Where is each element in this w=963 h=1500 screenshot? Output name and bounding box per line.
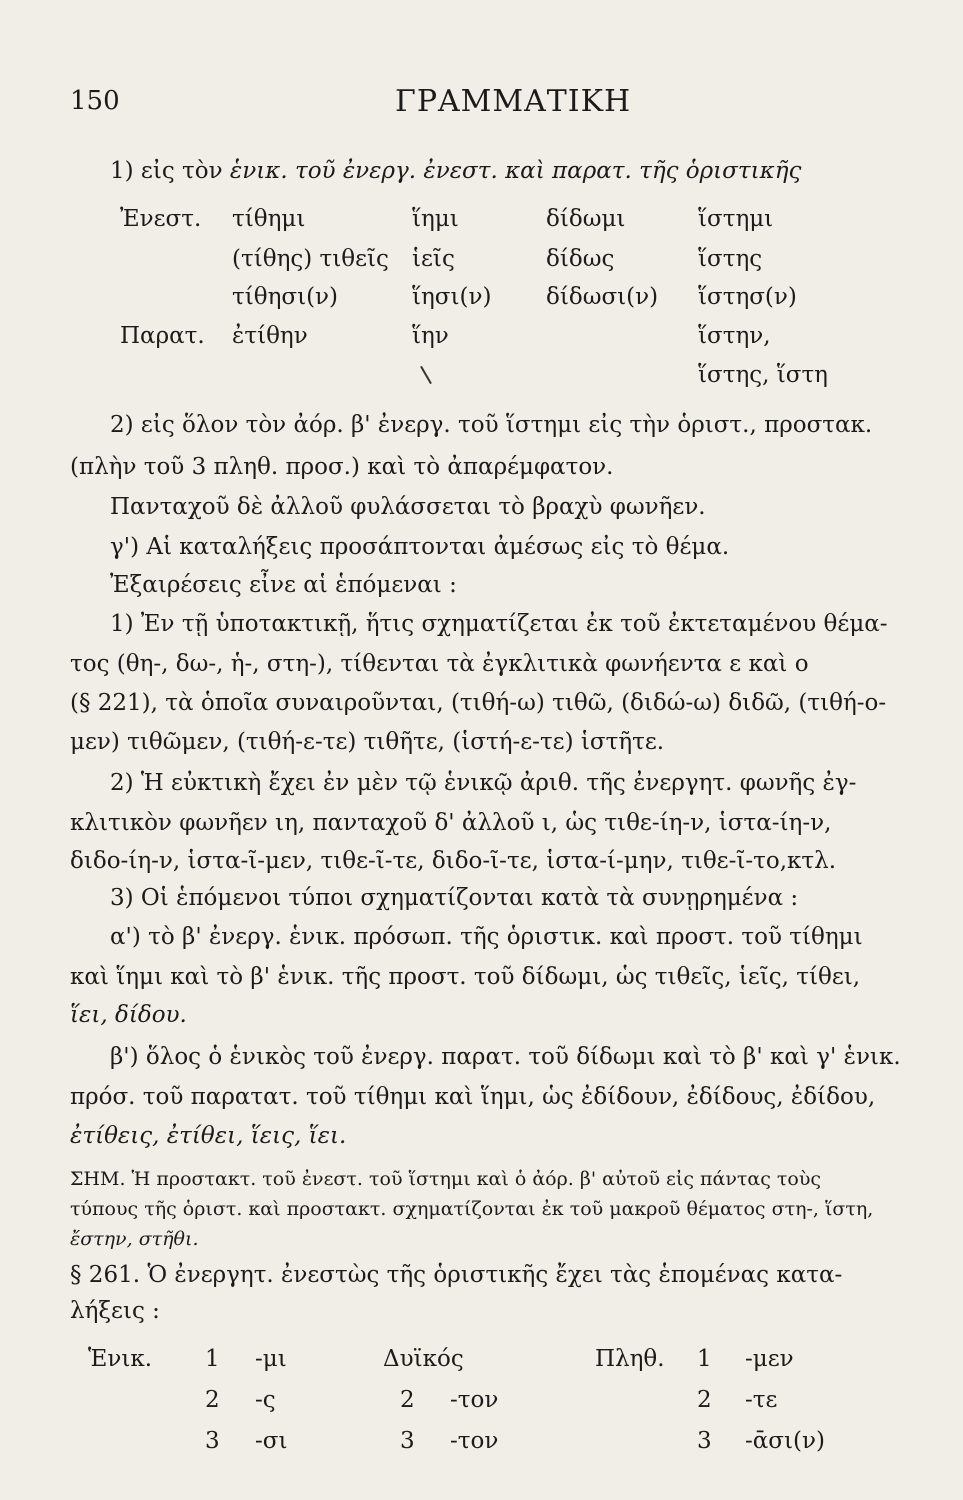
singular-label: Ἑνικ. (88, 1346, 153, 1372)
paragraph-line: 1) Ἐν τῇ ὑποτακτικῇ, ἥτις σχηματίζεται ἐκ τοῦ ἐκτεταμένου θέμα- (110, 611, 888, 637)
ending-suffix: -τε (745, 1387, 778, 1413)
note-line: ΣΗΜ. Ἡ προστακτ. τοῦ ἐνεστ. τοῦ ἵστημι καὶ ὁ ἀόρ. β' αὐτοῦ εἰς πάντας τοὺς (70, 1168, 822, 1190)
ending-person: 3 (697, 1428, 712, 1454)
table-cell: ἵημι (412, 206, 459, 232)
paragraph-line: διδο-ίη-ν, ἱστα-ῖ-μεν, τιθε-ῖ-τε, διδο-ῖ-τε, ἱστα-ί-μην, τιθε-ῖ-το,κτλ. (70, 848, 837, 874)
paragraph-line: (πλὴν τοῦ 3 πληθ. προσ.) καὶ τὸ ἀπαρέμφατον. (70, 454, 614, 480)
ending-person: 1 (697, 1346, 712, 1372)
ending-person: 3 (400, 1428, 415, 1454)
intro-italic: ἑνικ. τοῦ ἐνεργ. ἐνεστ. καὶ παρατ. τῆς ὁριστικῆς (229, 158, 802, 184)
paragraph-line: ἵει, δίδου. (70, 1002, 187, 1028)
ending-person: 2 (400, 1387, 415, 1413)
section-line: § 261. Ὁ ἐνεργητ. ἐνεστὼς τῆς ὁριστικῆς ἔχει τὰς ἑπομένας κατα- (70, 1262, 843, 1288)
table-cell: ἱεῖς (412, 246, 455, 272)
paragraph-line: β') ὅλος ὁ ἑνικὸς τοῦ ἐνεργ. παρατ. τοῦ δίδωμι καὶ τὸ β' καὶ γ' ἑνικ. (110, 1044, 901, 1070)
intro-lead: 1) εἰς τὸν (110, 158, 230, 184)
table-cell: τίθησι(ν) (232, 284, 339, 310)
paragraph-line: ἐτίθεις, ἐτίθει, ἵεις, ἵει. (70, 1123, 347, 1149)
paragraph-line: Πανταχοῦ δὲ ἀλλοῦ φυλάσσεται τὸ βραχὺ φωνῆεν. (110, 494, 706, 520)
ending-person: 3 (205, 1428, 220, 1454)
ending-suffix: -μεν (745, 1346, 794, 1372)
ending-person: 1 (205, 1346, 220, 1372)
paragraph-line: πρόσ. τοῦ παρατατ. τοῦ τίθημι καὶ ἵημι, ὡς ἐδίδουν, ἐδίδους, ἐδίδου, (70, 1084, 876, 1110)
plural-label: Πληθ. (595, 1346, 665, 1372)
table-cell: ἵστησ(ν) (698, 284, 797, 310)
note-line: τύπους τῆς ὁριστ. καὶ προστακτ. σχηματίζονται ἐκ τοῦ μακροῦ θέματος στη-, ἵστη, (70, 1198, 874, 1220)
table-cell: ἵην (412, 323, 449, 349)
ending-suffix: -μι (255, 1346, 287, 1372)
paragraph-line: α') τὸ β' ἐνεργ. ἑνικ. πρόσωπ. τῆς ὁριστικ. καὶ προστ. τοῦ τίθημι (110, 924, 863, 950)
paragraph-line: γ') Αἱ καταλήξεις προσάπτονται ἀμέσως εἰς τὸ θέμα. (110, 534, 730, 560)
intro-line (110, 160, 801, 183)
ending-suffix: -τον (450, 1428, 499, 1454)
ending-suffix: -ς (255, 1387, 276, 1413)
table-row-label: Παρατ. (120, 323, 205, 349)
ending-suffix: -σι (255, 1428, 288, 1454)
section-line: λήξεις : (70, 1298, 160, 1324)
paragraph-line: καὶ ἵημι καὶ τὸ β' ἑνικ. τῆς προστ. τοῦ δίδωμι, ὡς τιθεῖς, ἱεῖς, τίθει, (70, 964, 861, 990)
table-cell: δίδωσι(ν) (546, 284, 659, 310)
note-line: ἔστην, στῆθι. (70, 1228, 199, 1250)
table-cell: ἵστης, ἵστη (698, 362, 828, 388)
table-cell: τίθημι (232, 206, 306, 232)
paragraph-line: 2) Ἡ εὐκτικὴ ἔχει ἐν μὲν τῷ ἑνικῷ ἀριθ. τῆς ἐνεργητ. φωνῆς ἐγ- (110, 770, 857, 796)
stray-mark (420, 366, 432, 384)
dual-label: Δυϊκός (383, 1346, 464, 1372)
table-row-label: Ἐνεστ. (120, 206, 202, 232)
ending-person: 2 (697, 1387, 712, 1413)
page-title: ΓΡΑΜΜΑΤΙΚΗ (395, 84, 632, 119)
table-cell: ἐτίθην (232, 323, 308, 349)
table-cell: δίδωμι (546, 206, 626, 232)
table-cell: ἵστημι (698, 206, 774, 232)
paragraph-line: κλιτικὸν φωνῆεν ιη, πανταχοῦ δ' ἀλλοῦ ι, ὡς τιθε-ίη-ν, ἱστα-ίη-ν, (70, 810, 832, 836)
paragraph-line: (§ 221), τὰ ὁποῖα συναιροῦνται, (τιθή-ω) τιθῶ, (διδώ-ω) διδῶ, (τιθή-ο- (70, 690, 887, 716)
table-cell: ἵησι(ν) (412, 284, 492, 310)
ending-suffix: -ᾱσι(ν) (745, 1428, 825, 1454)
page-number: 150 (70, 86, 120, 116)
ending-person: 2 (205, 1387, 220, 1413)
paragraph-line: 3) Οἱ ἑπόμενοι τύποι σχηματίζονται κατὰ τὰ συνῃρημένα : (110, 885, 799, 911)
table-cell: ἵστην, (698, 323, 771, 349)
paragraph-line: μεν) τιθῶμεν, (τιθή-ε-τε) τιθῆτε, (ἱστή-ε-τε) ἱστῆτε. (70, 729, 665, 755)
paragraph-line: Ἐξαιρέσεις εἶνε αἱ ἑπόμεναι : (110, 572, 457, 598)
paragraph-line: τος (θη-, δω-, ἡ-, στη-), τίθενται τὰ ἐγκλιτικὰ φωνήεντα ε καὶ ο (70, 651, 809, 677)
ending-suffix: -τον (450, 1387, 499, 1413)
paragraph-line: 2) εἰς ὅλον τὸν ἀόρ. β' ἐνεργ. τοῦ ἵστημι εἰς τὴν ὁριστ., προστακ. (110, 412, 873, 438)
table-cell: (τίθης) τιθεῖς (232, 246, 389, 272)
table-cell: δίδως (546, 246, 615, 272)
table-cell: ἵστης (698, 246, 763, 272)
